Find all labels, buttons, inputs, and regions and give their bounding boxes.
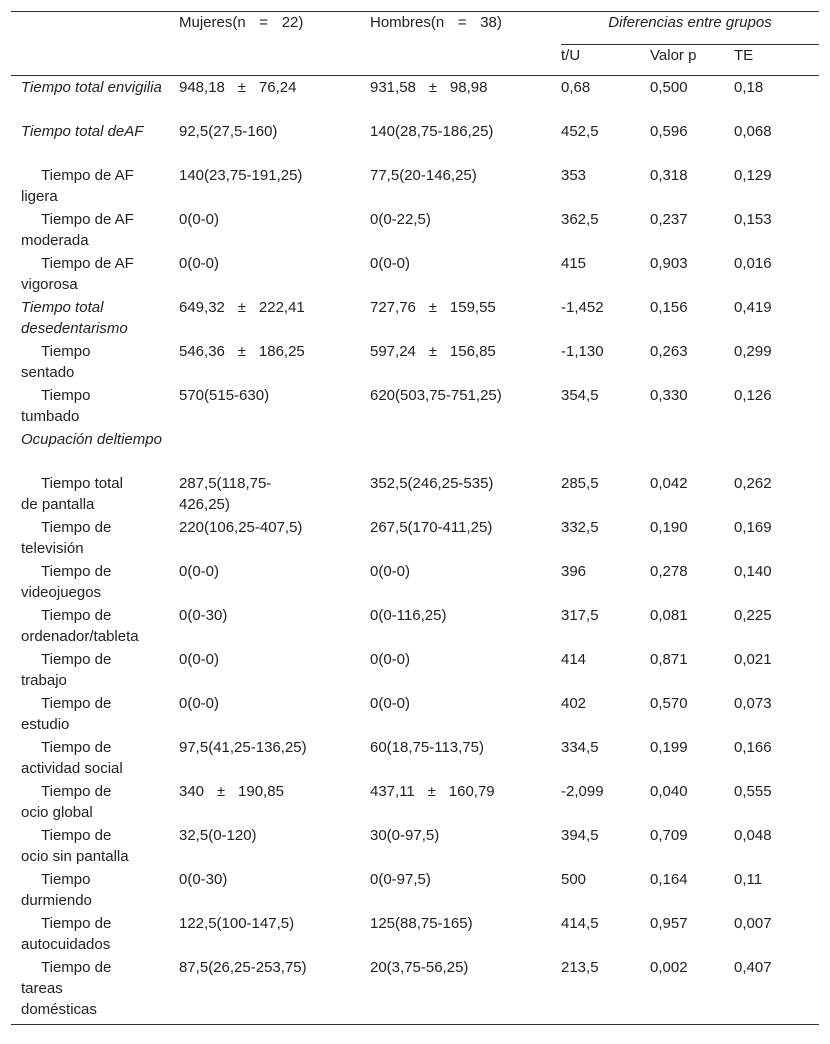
header-sub-empty-2: [179, 45, 370, 76]
table-row: [11, 428, 819, 472]
mean-sd: [179, 341, 305, 362]
row-label: [11, 120, 179, 164]
cell-women: [179, 76, 370, 121]
plus-minus-symbol: ±: [428, 299, 437, 316]
cell-te: 0,419: [734, 299, 772, 316]
row-label-line: Tiempo de: [41, 607, 112, 624]
cell-women: [179, 736, 370, 780]
header-men-eq: =: [457, 14, 467, 31]
cell-women: [179, 472, 370, 516]
cell-tu: [561, 428, 650, 472]
plus-minus-symbol: ±: [237, 79, 246, 96]
row-label-line: Tiempo de: [41, 563, 112, 580]
mean-value: 649,32: [179, 299, 225, 316]
cell-pvalue: 0,709: [650, 827, 688, 844]
cell-men: [370, 340, 561, 384]
cell-te: 0,140: [734, 563, 772, 580]
row-label-line: tareas: [21, 980, 63, 997]
cell-tu: 414,5: [561, 915, 599, 932]
mean-value: 546,36: [179, 343, 225, 360]
median-iqr: 140(23,75-191,25): [179, 167, 303, 184]
header-tu: t/U: [561, 45, 650, 76]
cell-men: [370, 956, 561, 1025]
cell-tu: 0,68: [561, 79, 591, 96]
cell-tu: 500: [561, 871, 587, 888]
row-label-line: Tiempo de: [41, 959, 112, 976]
cell-women: [179, 516, 370, 560]
cell-pvalue: 0,164: [650, 871, 688, 888]
row-label: [11, 956, 179, 1025]
cell-tu: 414: [561, 651, 587, 668]
header-sub-empty-3: [370, 45, 561, 76]
header-row-top: [11, 12, 819, 45]
row-label-line: Tiempo de: [41, 739, 112, 756]
row-label: [11, 780, 179, 824]
median-iqr: 0(0-30): [179, 607, 228, 624]
row-label: [11, 472, 179, 516]
cell-women: [179, 164, 370, 208]
median-iqr: 0(0-116,25): [370, 607, 447, 624]
cell-tu: 452,5: [561, 123, 599, 140]
cell-women: [179, 120, 370, 164]
row-label: [11, 736, 179, 780]
row-label: [11, 648, 179, 692]
header-men-label: Hombres(n: [370, 14, 445, 31]
median-iqr: 20(3,75-56,25): [370, 959, 469, 976]
cell-women: [179, 912, 370, 956]
table-row: [11, 912, 819, 956]
median-iqr: 0(0-0): [179, 255, 220, 272]
cell-pvalue: 0,318: [650, 167, 688, 184]
header-women: [179, 12, 370, 45]
row-label-line: Ocupación del: [21, 431, 117, 448]
median-iqr: 32,5(0-120): [179, 827, 257, 844]
cell-te: 0,407: [734, 956, 819, 1025]
row-label-line: domésticas: [21, 1001, 97, 1018]
header-group-differences: Diferencias entre grupos: [561, 12, 819, 45]
median-iqr: 92,5(27,5-160): [179, 123, 278, 140]
cell-men: [370, 824, 561, 868]
header-women-count: 22): [281, 14, 304, 31]
sd-value: 186,25: [258, 343, 305, 360]
table-row: [11, 824, 819, 868]
mean-sd: [179, 77, 296, 98]
cell-men: [370, 428, 561, 472]
cell-pvalue: 0,042: [650, 475, 688, 492]
cell-men: [370, 912, 561, 956]
mean-sd: [179, 297, 305, 318]
cell-pvalue: 0,871: [650, 651, 688, 668]
cell-pvalue: 0,199: [650, 739, 688, 756]
table-row: [11, 604, 819, 648]
cell-men: [370, 604, 561, 648]
median-iqr: 620(503,75-751,25): [370, 387, 502, 404]
median-iqr: 0(0-0): [370, 695, 411, 712]
mean-sd: [370, 341, 496, 362]
row-label: [11, 516, 179, 560]
row-label-line: trabajo: [21, 672, 67, 689]
row-label-line: vigilia: [124, 79, 162, 96]
plus-minus-symbol: ±: [237, 343, 246, 360]
median-iqr: 0(0-0): [179, 211, 220, 228]
row-label-line: Tiempo total de: [21, 123, 125, 140]
mean-value: 597,24: [370, 343, 416, 360]
row-label-line: durmiendo: [21, 892, 92, 909]
cell-tu: -1,452: [561, 299, 604, 316]
cell-men: [370, 384, 561, 428]
row-label-line: Tiempo de: [41, 695, 112, 712]
table-row: [11, 208, 819, 252]
plus-minus-symbol: ±: [216, 783, 226, 800]
row-label-line: estudio: [21, 716, 70, 733]
cell-women: [179, 956, 370, 1025]
median-iqr: 97,5(41,25-136,25): [179, 739, 307, 756]
cell-pvalue: 0,081: [650, 607, 688, 624]
mean-value: 727,76: [370, 299, 416, 316]
row-label-line: actividad social: [21, 760, 123, 777]
cell-te: 0,129: [734, 167, 772, 184]
row-label-line: televisión: [21, 540, 84, 557]
cell-women: [179, 560, 370, 604]
cell-tu: 362,5: [561, 211, 599, 228]
row-label-line: Tiempo total de: [21, 299, 104, 337]
row-label-line: Tiempo total: [41, 475, 123, 492]
cell-tu: 353: [561, 167, 587, 184]
cell-tu: 415: [561, 255, 587, 272]
plus-minus-symbol: ±: [428, 79, 437, 96]
cell-te: 0,299: [734, 343, 772, 360]
cell-women: [179, 252, 370, 296]
table-row: [11, 120, 819, 164]
cell-women: [179, 340, 370, 384]
table-row: [11, 76, 819, 121]
cell-pvalue: 0,957: [650, 915, 688, 932]
row-label-line: Tiempo de AF: [41, 167, 134, 184]
row-label-line: moderada: [21, 232, 89, 249]
table-body: [11, 76, 819, 1025]
cell-tu: 402: [561, 695, 587, 712]
row-label-line: Tiempo de AF: [41, 211, 134, 228]
header-row-sub: [11, 45, 819, 76]
row-label-line: autocuidados: [21, 936, 111, 953]
table-row: [11, 692, 819, 736]
mean-value: 340: [179, 783, 205, 800]
cell-pvalue: 0,500: [650, 79, 688, 96]
row-label-line: Tiempo de: [41, 915, 112, 932]
sd-value: 222,41: [258, 299, 305, 316]
row-label: [11, 340, 179, 384]
cell-pvalue: 0,237: [650, 211, 688, 228]
cell-tu: 354,5: [561, 387, 599, 404]
cell-te: [734, 428, 819, 472]
results-table: [11, 11, 819, 1025]
row-label-line: videojuegos: [21, 584, 102, 601]
median-iqr: 122,5(100-147,5): [179, 915, 295, 932]
row-label-line: Tiempo: [41, 387, 91, 404]
mean-sd: [179, 781, 284, 802]
row-label-line: AF: [124, 123, 144, 140]
row-label-line: ocio global: [21, 804, 93, 821]
cell-men: [370, 868, 561, 912]
cell-pvalue: 0,002: [650, 956, 734, 1025]
table-row: [11, 472, 819, 516]
cell-te: 0,016: [734, 255, 772, 272]
cell-te: 0,18: [734, 79, 764, 96]
cell-te: 0,555: [734, 783, 772, 800]
cell-women: [179, 384, 370, 428]
median-iqr: 60(18,75-113,75): [370, 739, 484, 756]
median-iqr: 0(0-22,5): [370, 211, 431, 228]
cell-pvalue: 0,040: [650, 783, 688, 800]
row-label: [11, 428, 179, 472]
cell-pvalue: 0,570: [650, 695, 688, 712]
table-row: [11, 780, 819, 824]
row-label-line: vigorosa: [21, 276, 78, 293]
cell-te: 0,007: [734, 915, 772, 932]
cell-men: [370, 472, 561, 516]
mean-sd: [370, 77, 487, 98]
cell-te: 0,073: [734, 695, 772, 712]
row-label-line: sedentarismo: [37, 320, 128, 337]
sd-value: 76,24: [258, 79, 297, 96]
row-label: [11, 384, 179, 428]
cell-men: [370, 76, 561, 121]
cell-tu: -2,099: [561, 783, 604, 800]
row-label: [11, 296, 179, 340]
sd-value: 156,85: [449, 343, 496, 360]
cell-men: [370, 296, 561, 340]
median-iqr: 0(0-97,5): [370, 871, 431, 888]
cell-women: [179, 692, 370, 736]
median-iqr: 125(88,75-165): [370, 915, 473, 932]
cell-men: [370, 560, 561, 604]
cell-pvalue: 0,903: [650, 255, 688, 272]
table-row: [11, 340, 819, 384]
cell-te: 0,225: [734, 607, 772, 624]
row-label: [11, 252, 179, 296]
table-row: [11, 252, 819, 296]
table-row: [11, 516, 819, 560]
header-men-count: 38): [480, 14, 502, 31]
cell-pvalue: 0,156: [650, 299, 688, 316]
median-iqr: 87,5(26,25-253,75): [179, 959, 307, 976]
mean-value: 948,18: [179, 79, 225, 96]
row-label-line: Tiempo de: [41, 519, 112, 536]
cell-pvalue: 0,263: [650, 343, 688, 360]
cell-te: 0,153: [734, 211, 772, 228]
cell-women: [179, 428, 370, 472]
cell-women: [179, 296, 370, 340]
table-row: [11, 956, 819, 1025]
row-label: [11, 604, 179, 648]
sd-value: 98,98: [449, 79, 488, 96]
header-women-eq: =: [259, 14, 269, 31]
median-iqr: 0(0-0): [179, 651, 220, 668]
row-label-line: Tiempo: [41, 871, 91, 888]
median-iqr: 0(0-0): [370, 563, 411, 580]
median-iqr: 140(28,75-186,25): [370, 123, 494, 140]
header-sub-empty-1: [11, 45, 179, 76]
cell-tu: -1,130: [561, 343, 604, 360]
cell-te: 0,126: [734, 387, 772, 404]
cell-te: 0,166: [734, 739, 772, 756]
row-label-line: Tiempo total en: [21, 79, 125, 96]
cell-men: [370, 516, 561, 560]
table-row: [11, 868, 819, 912]
median-iqr: 426,25): [179, 496, 230, 513]
cell-pvalue: 0,278: [650, 563, 688, 580]
sd-value: 159,55: [449, 299, 496, 316]
row-label: [11, 692, 179, 736]
mean-sd: [370, 297, 496, 318]
cell-women: [179, 780, 370, 824]
median-iqr: 267,5(170-411,25): [370, 519, 493, 536]
row-label-line: Tiempo de: [41, 827, 112, 844]
cell-men: [370, 164, 561, 208]
cell-men: [370, 648, 561, 692]
plus-minus-symbol: ±: [237, 299, 246, 316]
median-iqr: 570(515-630): [179, 387, 270, 404]
mean-sd: [370, 781, 495, 802]
cell-tu: 317,5: [561, 607, 599, 624]
sd-value: 160,79: [448, 783, 495, 800]
cell-women: [179, 648, 370, 692]
cell-tu: 285,5: [561, 475, 599, 492]
row-label-line: tumbado: [21, 408, 80, 425]
mean-value: 931,58: [370, 79, 416, 96]
cell-men: [370, 736, 561, 780]
median-iqr: 0(0-30): [179, 871, 228, 888]
cell-men: [370, 252, 561, 296]
cell-pvalue: 0,190: [650, 519, 688, 536]
plus-minus-symbol: ±: [428, 343, 437, 360]
row-label: [11, 824, 179, 868]
mean-value: 437,11: [370, 783, 415, 800]
row-label-line: de pantalla: [21, 496, 95, 513]
cell-te: 0,048: [734, 827, 772, 844]
table-row: [11, 560, 819, 604]
median-iqr: 0(0-0): [370, 651, 411, 668]
cell-pvalue: 0,330: [650, 387, 688, 404]
sd-value: 190,85: [238, 783, 284, 800]
table-row: [11, 736, 819, 780]
cell-men: [370, 208, 561, 252]
cell-women: [179, 824, 370, 868]
row-label: [11, 208, 179, 252]
cell-te: 0,262: [734, 475, 772, 492]
cell-men: [370, 120, 561, 164]
median-iqr: 287,5(118,75-: [179, 475, 272, 492]
plus-minus-symbol: ±: [427, 783, 436, 800]
row-label-line: Tiempo: [41, 343, 91, 360]
cell-men: [370, 780, 561, 824]
cell-women: [179, 208, 370, 252]
cell-tu: 213,5: [561, 956, 650, 1025]
row-label-line: Tiempo de AF: [41, 255, 134, 272]
median-iqr: 0(0-0): [179, 695, 220, 712]
header-pvalue: Valor p: [650, 45, 734, 76]
row-label-line: Tiempo de: [41, 651, 112, 668]
cell-tu: 334,5: [561, 739, 599, 756]
median-iqr: 30(0-97,5): [370, 827, 440, 844]
row-label-line: sentado: [21, 364, 75, 381]
row-label: [11, 560, 179, 604]
row-label: [11, 912, 179, 956]
header-men: [370, 12, 561, 45]
median-iqr: 352,5(246,25-535): [370, 475, 494, 492]
cell-te: 0,11: [734, 871, 763, 888]
row-label: [11, 868, 179, 912]
row-label-line: ocio sin pantalla: [21, 848, 129, 865]
cell-men: [370, 692, 561, 736]
cell-women: [179, 868, 370, 912]
cell-pvalue: 0,596: [650, 123, 688, 140]
table-row: [11, 648, 819, 692]
median-iqr: 220(106,25-407,5): [179, 519, 303, 536]
row-label: [11, 76, 179, 121]
row-label-line: tiempo: [116, 431, 162, 448]
table-row: [11, 384, 819, 428]
median-iqr: 0(0-0): [370, 255, 411, 272]
row-label-line: ligera: [21, 188, 58, 205]
cell-women: [179, 604, 370, 648]
cell-pvalue: [650, 428, 734, 472]
row-label: [11, 164, 179, 208]
cell-te: 0,021: [734, 651, 772, 668]
header-te: TE: [734, 45, 819, 76]
cell-tu: 394,5: [561, 827, 599, 844]
median-iqr: 77,5(20-146,25): [370, 167, 477, 184]
table-row: [11, 164, 819, 208]
row-label-line: Tiempo de: [41, 783, 112, 800]
cell-tu: 396: [561, 563, 587, 580]
cell-te: 0,169: [734, 519, 772, 536]
cell-tu: 332,5: [561, 519, 599, 536]
header-empty: [11, 12, 179, 45]
row-label-line: ordenador/tableta: [21, 628, 139, 645]
table-row: [11, 296, 819, 340]
header-women-label: Mujeres(n: [179, 14, 246, 31]
cell-te: 0,068: [734, 123, 772, 140]
median-iqr: 0(0-0): [179, 563, 220, 580]
